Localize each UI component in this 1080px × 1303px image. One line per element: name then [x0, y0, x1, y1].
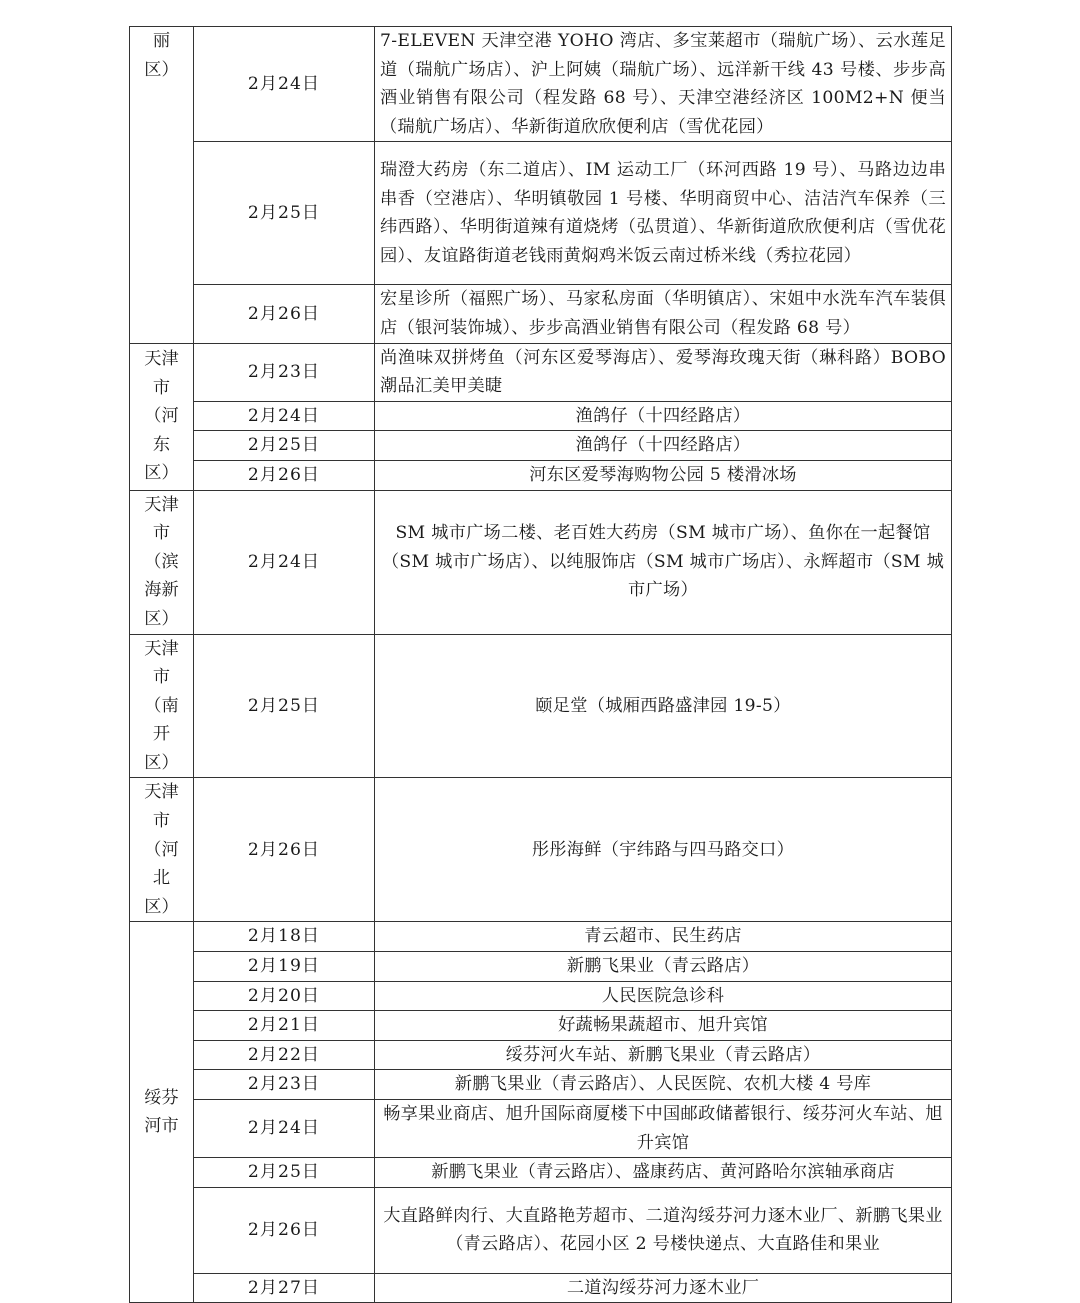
date-cell: 2月27日 [194, 1273, 375, 1303]
table-row [130, 343, 952, 401]
region-cell: 天津 市 （南 开 区） [130, 634, 194, 778]
places-cell: 人民医院急诊科 [375, 981, 952, 1011]
date-cell: 2月24日 [194, 27, 375, 142]
date-cell: 2月24日 [194, 401, 375, 431]
date-cell: 2月23日 [194, 1070, 375, 1100]
places-cell: 好蔬畅果蔬超市、旭升宾馆 [375, 1011, 952, 1041]
table-row [130, 27, 952, 142]
places-cell: 颐足堂（城厢西路盛津园 19-5） [375, 634, 952, 778]
date-cell: 2月24日 [194, 490, 375, 634]
places-cell: 河东区爱琴海购物公园 5 楼滑冰场 [375, 460, 952, 490]
places-cell: 尚渔味双拼烤鱼（河东区爱琴海店）、爱琴海玫瑰天街（琳科路）BOBO 潮品汇美甲美睫 [375, 343, 952, 401]
table-row [130, 1100, 952, 1158]
places-cell: 新鹏飞果业（青云路店） [375, 952, 952, 982]
date-cell: 2月20日 [194, 981, 375, 1011]
date-cell: 2月25日 [194, 431, 375, 461]
places-cell: SM 城市广场二楼、老百姓大药房（SM 城市广场）、鱼你在一起餐馆（SM 城市广场店）、以纯服饰店（SM 城市广场店）、永辉超市（SM 城市广场） [375, 490, 952, 634]
places-cell: 瑞澄大药房（东二道店）、IM 运动工厂（环河西路 19 号）、马路边边串串香（空港店）、华明镇敬园 1 号楼、华明商贸中心、洁洁汽车保养（三纬西路）、华明街道辣有道烧烤（弘贯道）、华新街道欣欣便利店（雪优花园）、友谊路街道老钱雨黄焖鸡米饭云南过桥米线（秀拉花园） [375, 142, 952, 285]
places-cell: 新鹏飞果业（青云路店）、人民医院、农机大楼 4 号库 [375, 1070, 952, 1100]
date-cell: 2月24日 [194, 1100, 375, 1158]
places-cell: 彤彤海鲜（宇纬路与四马路交口） [375, 778, 952, 922]
table-row [130, 1158, 952, 1188]
table-row [130, 1040, 952, 1070]
region-cell: 天津 市 （河 东 区） [130, 343, 194, 490]
table-row [130, 981, 952, 1011]
table-row [130, 778, 952, 922]
table-row [130, 1273, 952, 1303]
date-cell: 2月23日 [194, 343, 375, 401]
table-row [130, 142, 952, 285]
table-row [130, 285, 952, 343]
region-cell: 绥芬 河市 [130, 922, 194, 1303]
places-cell: 宏星诊所（福熙广场）、马家私房面（华明镇店）、宋姐中水洗车汽车装俱店（银河装饰城）、步步高酒业销售有限公司（程发路 68 号） [375, 285, 952, 343]
table-row [130, 952, 952, 982]
date-cell: 2月25日 [194, 634, 375, 778]
table-row [130, 922, 952, 952]
date-cell: 2月25日 [194, 142, 375, 285]
table-body [130, 27, 952, 1303]
places-cell: 畅享果业商店、旭升国际商厦楼下中国邮政储蓄银行、绥芬河火车站、旭升宾馆 [375, 1100, 952, 1158]
table-row [130, 1187, 952, 1273]
region-cell: 天津 市 （滨 海新 区） [130, 490, 194, 634]
table-row [130, 431, 952, 461]
table-row [130, 1011, 952, 1041]
table-row [130, 634, 952, 778]
date-cell: 2月18日 [194, 922, 375, 952]
date-cell: 2月26日 [194, 285, 375, 343]
epidemic-locations-table [129, 26, 952, 1303]
places-cell: 大直路鲜肉行、大直路艳芳超市、二道沟绥芬河力逐木业厂、新鹏飞果业（青云路店）、花园小区 2 号楼快递点、大直路佳和果业 [375, 1187, 952, 1273]
table-row [130, 460, 952, 490]
table-row [130, 490, 952, 634]
places-cell: 新鹏飞果业（青云路店）、盛康药店、黄河路哈尔滨轴承商店 [375, 1158, 952, 1188]
date-cell: 2月21日 [194, 1011, 375, 1041]
places-cell: 青云超市、民生药店 [375, 922, 952, 952]
region-cell: 丽 区） [130, 27, 194, 344]
places-cell: 渔鸽仔（十四经路店） [375, 431, 952, 461]
date-cell: 2月22日 [194, 1040, 375, 1070]
table-row [130, 401, 952, 431]
date-cell: 2月26日 [194, 778, 375, 922]
date-cell: 2月19日 [194, 952, 375, 982]
places-cell: 绥芬河火车站、新鹏飞果业（青云路店） [375, 1040, 952, 1070]
places-cell: 二道沟绥芬河力逐木业厂 [375, 1273, 952, 1303]
date-cell: 2月26日 [194, 460, 375, 490]
date-cell: 2月25日 [194, 1158, 375, 1188]
places-cell: 渔鸽仔（十四经路店） [375, 401, 952, 431]
table-row [130, 1070, 952, 1100]
date-cell: 2月26日 [194, 1187, 375, 1273]
places-cell: 7-ELEVEN 天津空港 YOHO 湾店、多宝莱超市（瑞航广场）、云水莲足道（瑞航广场店）、沪上阿姨（瑞航广场）、远洋新干线 43 号楼、步步高酒业销售有限公司（程发路 68 号）、天津空港经济区 100M2+N 便当（瑞航广场店）、华新街道欣欣便利店（雪优花园） [375, 27, 952, 142]
region-cell: 天津 市 （河 北 区） [130, 778, 194, 922]
